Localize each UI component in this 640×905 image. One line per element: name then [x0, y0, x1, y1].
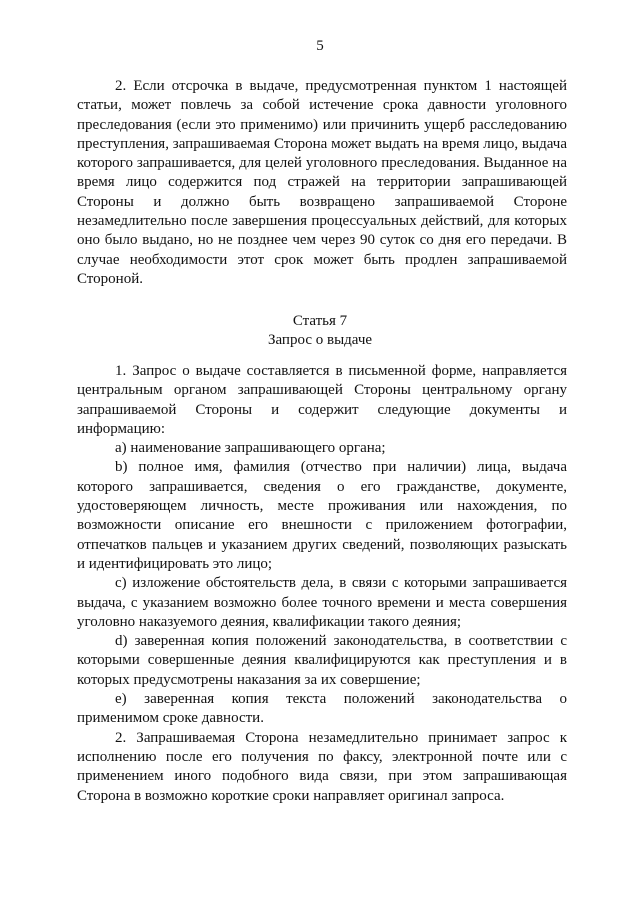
list-item-b: b) полное имя, фамилия (отчество при наличии) лица, выдача которого запрашивается, сведения о его гражданстве, документе, удостоверяющем личность, месте проживания или нахождения, по возможности описание его внешности с приложением фотографии, отпечатков пальцев и указанием других сведений, позволяющих разыскать и идентифицировать это лицо;: [77, 459, 567, 572]
page-number: 5: [316, 38, 324, 54]
list-item-e: e) заверенная копия текста положений законодательства о применимом сроке давности.: [77, 691, 567, 727]
article-7-paragraph-2: 2. Запрашиваемая Сторона незамедлительно принимает запрос к исполнению после его получения по факсу, электронной почте или с применением иного подобного вида связи, при этом запрашивающая Сторона в возможно короткие сроки направляет оригинал запроса.: [77, 729, 567, 804]
article-7-title: Статья 7: [292, 313, 348, 329]
list-item-a: a) наименование запрашивающего органа;: [115, 440, 386, 457]
article-7-subtitle: Запрос о выдаче: [267, 332, 373, 348]
section-1-text: [77, 77, 567, 289]
list-item-c: c) изложение обстоятельств дела, в связи с которыми запрашивается выдача, с указанием возможно более точного времени и места совершения уголовно наказуемого деяния, квалификации такого деяния;: [77, 575, 567, 630]
article-7-paragraph-1: 1. Запрос о выдаче составляется в письменной форме, направляется центральным органом запрашивающей Стороны центральному органу запрашиваемой Стороны и содержит следующие документы и информацию:: [77, 363, 567, 437]
article-7-body: [77, 362, 567, 806]
paragraph-2-deferred-extradition: 2. Если отсрочка в выдаче, предусмотренная пунктом 1 настоящей статьи, может повлечь за собой истечение срока давности уголовного преследования (если это применимо) или причинить ущерб расследованию преступления, запрашиваемая Сторона может выдать на время лицо, выдача которого запрашивается, для целей уголовного преследования. Выданное на время лицо содержится под стражей на территории запрашивающей Стороны и должно быть возвращено запрашиваемой Стороне незамедлительно после завершения процессуальных действий, для которых оно было выдано, но не позднее чем через 90 суток со дня его передачи. В случае необходимости этот срок может быть продлен запрашиваемой Стороной.: [77, 78, 567, 287]
list-item-d: d) заверенная копия положений законодательства, в соответствии с которыми совершенные деяния квалифицируются как преступления и в которых предусмотрены наказания за их совершение;: [77, 633, 567, 688]
